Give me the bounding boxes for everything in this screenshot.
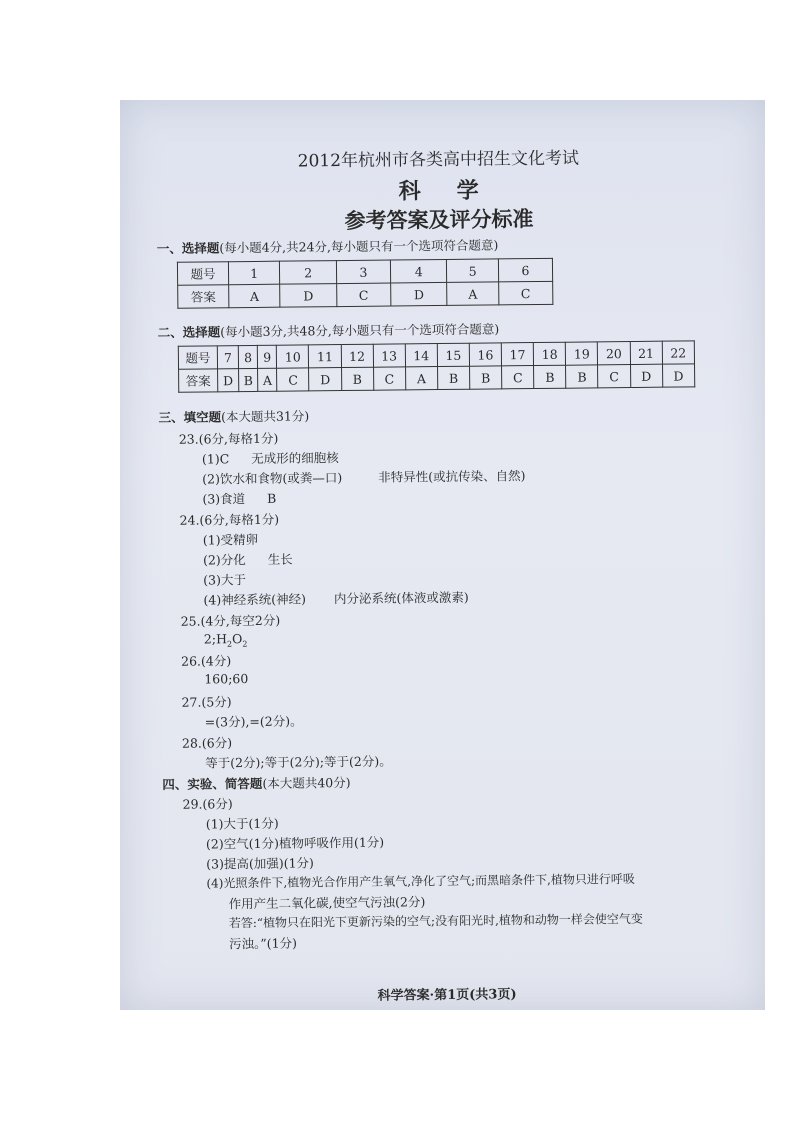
q23-3b: B xyxy=(267,490,277,506)
table-cell: A xyxy=(405,367,437,390)
q27-answer: =(3分),=(2分)。 xyxy=(204,713,303,730)
q29-answer-5b: 污浊。”(1分) xyxy=(228,935,297,952)
scanned-sheet xyxy=(120,100,765,1010)
table-cell: B xyxy=(566,365,598,388)
q27-heading: 27.(5分) xyxy=(181,694,232,710)
section3-title: 三、填空题 xyxy=(158,409,222,425)
table-cell: 9 xyxy=(258,345,277,368)
q24-answer-4 xyxy=(203,588,468,609)
section3-heading xyxy=(158,406,309,426)
table-cell: D xyxy=(630,364,662,387)
q29-answer-3: (3)提高(加强)(1分) xyxy=(206,855,314,872)
q24-2a: (2)分化 xyxy=(202,552,246,568)
section1-answer-table xyxy=(177,258,553,309)
table-cell: 10 xyxy=(277,345,309,368)
q29-answer-1: (1)大于(1分) xyxy=(205,815,279,832)
section4-note: (本大题共40分) xyxy=(262,774,351,791)
q26-heading: 26.(4分) xyxy=(181,653,232,669)
table-cell: 16 xyxy=(469,343,501,366)
q25-answer xyxy=(204,631,248,649)
q23-heading: 23.(6分,每格1分) xyxy=(178,430,279,447)
table-cell: 19 xyxy=(566,342,598,365)
q24-4a: (4)神经系统(神经) xyxy=(203,591,306,608)
exam-title: 2012年杭州市各类高中招生文化考试 xyxy=(297,148,580,172)
row-label: 答案 xyxy=(179,369,218,392)
table-cell: 20 xyxy=(598,342,630,365)
q23-2b: 非特异性(或抗传染、自然) xyxy=(378,468,526,485)
table-cell: A xyxy=(229,284,281,308)
row-label: 题号 xyxy=(177,262,228,286)
q23-1a: (1)C xyxy=(201,451,230,467)
q24-2b: 生长 xyxy=(267,551,293,567)
q28-answer: 等于(2分);等于(2分);等于(2分)。 xyxy=(205,753,392,771)
table-cell: B xyxy=(238,368,258,391)
table-cell: C xyxy=(598,365,630,388)
q24-answer-1: (1)受精卵 xyxy=(202,531,259,548)
table-cell: C xyxy=(336,283,390,307)
table-cell: D xyxy=(309,368,341,391)
document-title: 参考答案及评分标准 xyxy=(344,206,534,234)
table-cell: B xyxy=(470,366,502,389)
table-cell: B xyxy=(534,365,566,388)
table-cell: 7 xyxy=(217,346,238,369)
q24-4b: 内分泌系统(体液或激素) xyxy=(333,589,469,607)
subject-title: 科学 xyxy=(398,177,515,205)
table-cell: C xyxy=(498,281,552,305)
q29-answer-4a: (4)光照条件下,植物光合作用产生氧气,净化了空气;而黑暗条件下,植物只进行呼吸 xyxy=(206,872,635,891)
section4-heading xyxy=(162,773,350,793)
q25-ans-mid: O xyxy=(231,631,243,647)
table-cell: 14 xyxy=(405,344,437,367)
row-label: 题号 xyxy=(178,346,217,369)
table-cell: 1 xyxy=(228,261,280,285)
section2-title: 二、选择题 xyxy=(157,324,221,340)
section1-note: (每小题4分,共24分,每小题只有一个选项符合题意) xyxy=(219,237,499,256)
table-row xyxy=(178,281,553,308)
table-cell: A xyxy=(447,282,499,306)
table-cell: 6 xyxy=(498,258,552,282)
table-cell: 13 xyxy=(373,344,405,367)
q25-heading: 25.(4分,每空2分) xyxy=(180,612,281,629)
table-cell: 15 xyxy=(437,343,469,366)
q23-answer-2 xyxy=(202,466,525,487)
section4-title: 四、实验、简答题 xyxy=(162,775,263,792)
row-label: 答案 xyxy=(178,285,229,309)
table-cell: 3 xyxy=(336,260,390,284)
q25-sub-2: 2 xyxy=(242,639,248,649)
page-footer: 科学答案·第1页(共3页) xyxy=(377,987,517,1004)
section1-title: 一、选择题 xyxy=(156,240,220,256)
table-cell: 2 xyxy=(280,261,337,285)
table-cell: 11 xyxy=(309,345,341,368)
q23-3a: (3)食道 xyxy=(202,491,246,507)
section2-heading xyxy=(158,319,500,341)
table-row xyxy=(179,364,695,392)
q28-heading: 28.(6分) xyxy=(181,735,233,751)
q24-heading: 24.(6分,每格1分) xyxy=(179,511,280,528)
section2-answer-table xyxy=(178,340,695,392)
table-cell: C xyxy=(502,366,534,389)
q29-heading: 29.(6分) xyxy=(182,796,233,812)
q24-answer-2 xyxy=(203,550,293,569)
q23-1b: 无成形的细胞核 xyxy=(251,450,339,466)
table-cell: D xyxy=(662,364,695,387)
section3-note: (本大题共31分) xyxy=(220,408,310,425)
table-cell: 22 xyxy=(662,341,695,364)
table-cell: C xyxy=(277,368,309,391)
section1-heading xyxy=(157,235,499,257)
q29-answer-5a: 若答:“植物只在阳光下更新污染的空气;没有阳光时,植物和动物一样会使空气变 xyxy=(228,911,643,931)
q23-2a: (2)饮水和食物(或粪—口) xyxy=(202,470,343,487)
table-cell: B xyxy=(437,366,469,389)
q23-answer-1 xyxy=(202,448,339,467)
table-cell: D xyxy=(391,282,448,306)
table-cell: A xyxy=(258,368,277,391)
q26-answer: 160;60 xyxy=(204,671,249,687)
q23-answer-3 xyxy=(202,489,276,508)
table-cell: 4 xyxy=(390,259,447,283)
answer-page xyxy=(120,100,765,1010)
q25-ans-pre: 2;H xyxy=(203,631,228,647)
table-cell: 8 xyxy=(238,345,258,368)
table-cell: 17 xyxy=(501,343,533,366)
table-cell: 18 xyxy=(533,342,565,365)
q29-answer-2: (2)空气(1分)植物呼吸作用(1分) xyxy=(205,834,385,852)
table-cell: 12 xyxy=(341,344,373,367)
table-cell: D xyxy=(280,284,337,308)
table-cell: D xyxy=(218,369,239,392)
q29-answer-4b: 作用产生二氧化碳,使空气污浊(2分) xyxy=(228,894,426,912)
table-cell: C xyxy=(373,367,405,390)
table-cell: 5 xyxy=(447,259,499,283)
section2-note: (每小题3分,共48分,每小题只有一个选项符合题意) xyxy=(220,321,500,340)
table-cell: B xyxy=(341,367,373,390)
q25-sub-1: 2 xyxy=(226,639,233,649)
table-cell: 21 xyxy=(630,341,662,364)
q24-answer-3: (3)大于 xyxy=(203,572,247,588)
